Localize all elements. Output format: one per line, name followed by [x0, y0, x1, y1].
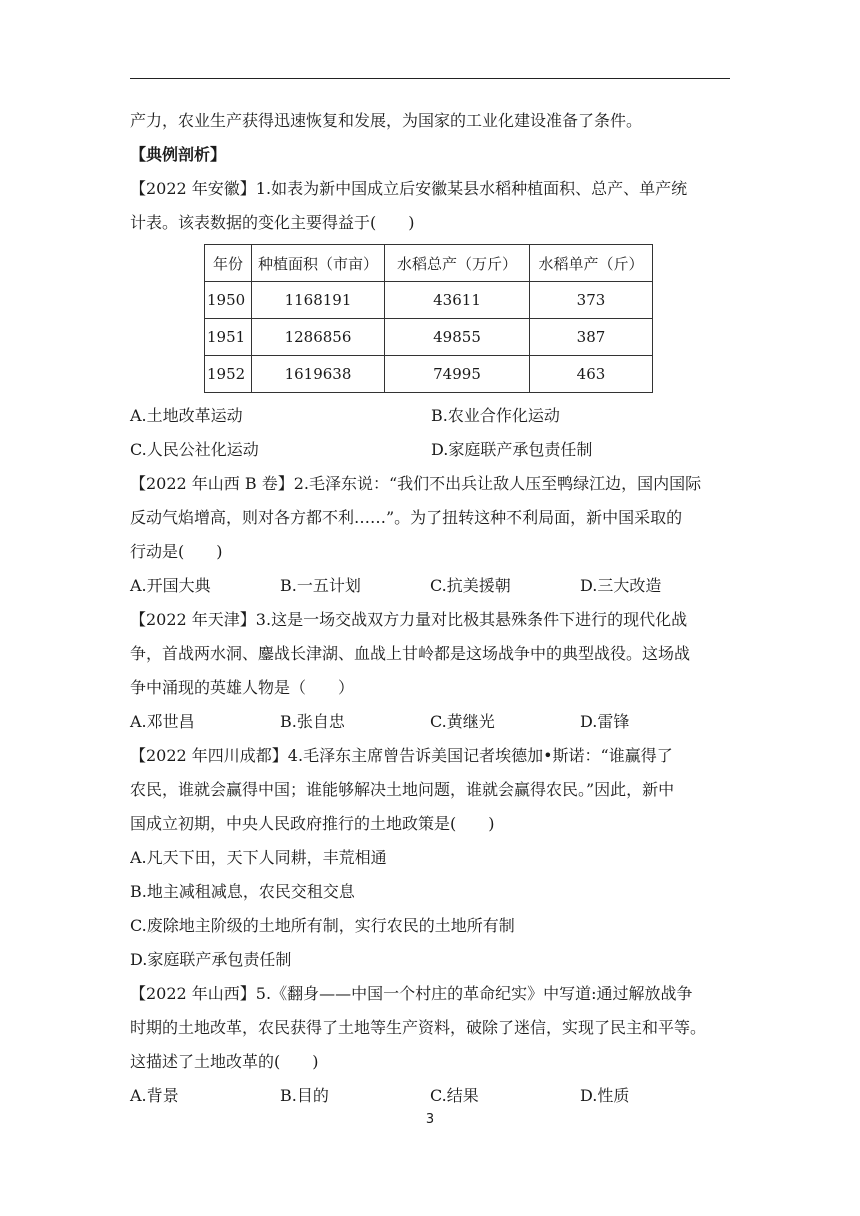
table-cell: 463: [530, 356, 653, 393]
question-3-options: [130, 705, 732, 739]
option-a: A.凡天下田，天下人同耕，丰荒相通: [130, 848, 387, 867]
option-c: C.废除地主阶级的土地所有制，实行农民的土地所有制: [130, 916, 515, 935]
table-header-cell: 年份: [205, 245, 252, 282]
table-cell-year: 1950: [205, 282, 252, 319]
question-1-options-row-1: [130, 399, 732, 433]
table-cell: 373: [530, 282, 653, 319]
question-2: [130, 467, 732, 603]
question-3-line-1: 【2022 年天津】3.这是一场交战双方力量对比极其悬殊条件下进行的现代化战: [130, 610, 688, 629]
question-1-options-row-2: [130, 433, 732, 467]
question-4-line-3: 国成立初期，中央人民政府推行的土地政策是( ): [130, 814, 495, 833]
option-c: C.人民公社化运动: [130, 440, 259, 459]
option-c: C.结果: [430, 1086, 479, 1105]
option-b: B.一五计划: [280, 576, 361, 595]
question-2-line-3: 行动是( ): [130, 542, 223, 561]
option-d: D.家庭联产承包责任制: [431, 440, 593, 459]
question-4-line-2: 农民，谁就会赢得中国；谁能够解决土地问题，谁就会赢得农民。”因此，新中: [130, 780, 675, 799]
table-row: [205, 282, 653, 319]
question-5-line-1: 【2022 年山西】5.《翻身——中国一个村庄的革命纪实》中写道:通过解放战争: [130, 984, 693, 1003]
question-2-line-1: 【2022 年山西 B 卷】2.毛泽东说：“我们不出兵让敌人压至鸭绿江边，国内国际: [130, 474, 702, 493]
question-4-line-1: 【2022 年四川成都】4.毛泽东主席曾告诉美国记者埃德加•斯诺：“谁赢得了: [130, 746, 673, 765]
question-5: [130, 977, 732, 1113]
option-a: A.背景: [130, 1086, 179, 1105]
table-cell: 49855: [385, 319, 530, 356]
table-header-cell: 水稻单产（斤）: [530, 245, 653, 282]
question-4: [130, 739, 732, 977]
rice-statistics-table: [204, 244, 653, 393]
option-b: B.目的: [280, 1086, 329, 1105]
option-b: B.地主减租减息，农民交租交息: [130, 882, 355, 901]
table-cell: 1286856: [252, 319, 385, 356]
question-5-options: [130, 1079, 732, 1113]
table-cell-year: 1951: [205, 319, 252, 356]
table-cell: 1168191: [252, 282, 385, 319]
option-c: C.黄继光: [430, 712, 495, 731]
question-3-line-3: 争中涌现的英雄人物是（ ）: [130, 678, 355, 697]
option-d: D.三大改造: [580, 576, 662, 595]
question-2-options: [130, 569, 732, 603]
option-b: B.张自忠: [280, 712, 345, 731]
option-d: D.雷锋: [580, 712, 630, 731]
option-c: C.抗美援朝: [430, 576, 511, 595]
question-1: [130, 172, 732, 467]
question-1-line-1: 【2022 年安徽】1.如表为新中国成立后安徽某县水稻种植面积、总产、单产统: [130, 179, 688, 198]
question-3: [130, 603, 732, 739]
page-number: 3: [425, 1112, 435, 1127]
table-cell: 74995: [385, 356, 530, 393]
option-a: A.开国大典: [130, 576, 211, 595]
table-cell: 43611: [385, 282, 530, 319]
option-d: D.性质: [580, 1086, 630, 1105]
option-b: B.农业合作化运动: [431, 406, 560, 425]
option-a: A.土地改革运动: [130, 406, 243, 425]
document-body: [130, 104, 732, 1113]
question-2-line-2: 反动气焰增高，则对各方都不利……”。为了扭转这种不利局面，新中国采取的: [130, 508, 683, 527]
table-header-row: [205, 245, 653, 282]
table-cell: 387: [530, 319, 653, 356]
table-row: [205, 356, 653, 393]
header-rule: [130, 78, 730, 79]
intro-line: 产力，农业生产获得迅速恢复和发展，为国家的工业化建设准备了条件。: [130, 111, 643, 130]
table-header-cell: 种植面积（市亩）: [252, 245, 385, 282]
table-header-cell: 水稻总产（万斤）: [385, 245, 530, 282]
question-5-line-2: 时期的土地改革，农民获得了土地等生产资料，破除了迷信，实现了民主和平等。: [130, 1018, 707, 1037]
question-5-line-3: 这描述了土地改革的( ): [130, 1052, 319, 1071]
question-1-line-2: 计表。该表数据的变化主要得益于( ): [130, 213, 415, 232]
question-3-line-2: 争，首战两水洞、鏖战长津湖、血战上甘岭都是这场战争中的典型战役。这场战: [130, 644, 691, 663]
table-cell: 1619638: [252, 356, 385, 393]
table-row: [205, 319, 653, 356]
option-a: A.邓世昌: [130, 712, 195, 731]
option-d: D.家庭联产承包责任制: [130, 950, 292, 969]
section-heading: 【典例剖析】: [130, 145, 227, 164]
table-cell-year: 1952: [205, 356, 252, 393]
